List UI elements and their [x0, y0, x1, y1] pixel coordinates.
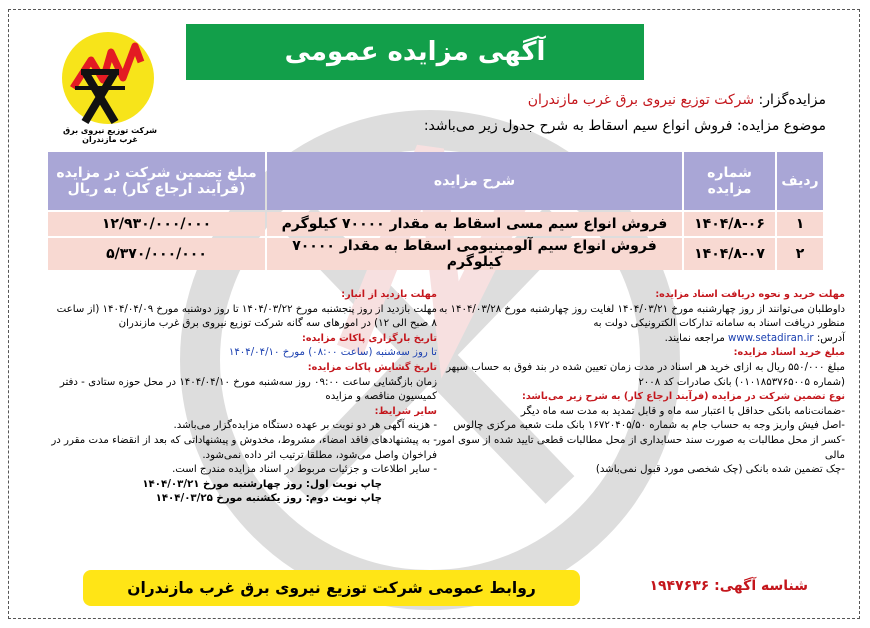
setadiran-link[interactable]: www.setadiran.ir [728, 332, 814, 344]
guarantee-heading: نوع تضمین شرکت در مزایده (فرآیند ارجاع کار) به شرح زیر می‌باشد: [522, 391, 845, 403]
table-row [48, 238, 823, 270]
deadline-heading: مهلت خرید و نحوه دریافت اسناد مزایده: [655, 289, 845, 300]
list-item: - هزینه آگهی هر دو نوبت بر عهده دستگاه مزایده‌گزار می‌باشد. [173, 420, 437, 432]
logo-caption: شرکت توزیع نیروی برق غرب مازندران [62, 126, 158, 144]
cell-guarantee: ۵/۳۷۰/۰۰۰/۰۰۰ [48, 238, 265, 270]
header-auction-number: شماره مزایده [684, 152, 775, 210]
list-item: -ضمانت‌نامه بانکی حداقل با اعتبار سه ماه و قابل تمدید به مدت سه ماه دیگر [520, 405, 845, 417]
cell-guarantee: ۱۲/۹۳۰/۰۰۰/۰۰۰ [48, 212, 265, 236]
cell-row: ۱ [777, 212, 823, 236]
visit-heading: مهلت بازدید از انبار: [341, 289, 437, 300]
ad-id [649, 578, 808, 594]
list-item: - سایر اطلاعات و جزئیات مربوط در اسناد مزایده مندرج است. [172, 464, 437, 476]
subject-line [424, 118, 826, 134]
open-heading: تاریخ گشایش پاکات مزایده: [307, 361, 437, 373]
header-row-number: ردیف [777, 152, 823, 210]
address-suffix: مراجعه نمایند. [664, 332, 725, 344]
print-second: چاپ نوبت دوم: روز یکشنبه مورخ ۱۴۰۴/۰۳/۲۵ [155, 493, 382, 505]
list-item: -چک تضمین شده بانکی (چک شخصی مورد قبول نمی‌باشد) [595, 464, 845, 476]
list-item: -کسر از محل مطالبات به صورت سند حسابداری از محل مطالبات قطعی تایید شده از سوی امور مالی [436, 434, 845, 461]
header-description: شرح مزایده [267, 152, 682, 210]
visit-text: مهلت بازدید از روز پنجشنبه مورخ ۱۴۰۴/۰۳/۲۲ تا روز دوشنبه مورخ ۱۴۰۴/۰۴/۰۹ (از ساعت ۸ صبح الی ۱۲) در امورهای سه گانه شرکت توزیع نیروی برق غرب مازندران [56, 303, 437, 330]
print-first: چاپ نوبت اول: روز چهارشنبه مورخ ۱۴۰۴/۰۳/۲۱ [142, 478, 382, 490]
cell-description: فروش انواع سیم مسی اسقاط به مقدار ۷۰۰۰۰ کیلوگرم [267, 212, 682, 236]
ad-id-label: شناسه آگهی: [714, 578, 808, 594]
subject-value: فروش انواع سیم اسقاط به شرح جدول زیر می‌باشد: [423, 118, 733, 134]
left-column [49, 288, 437, 507]
list-item: - به پیشنهادهای فاقد امضاء، مشروط، مخدوش و پیشنهاداتی که بعد از انقضاء مدت مقرر در فراخوان واصل می‌شود، مطلقا ترتیب اثر داده نمی‌شود. [51, 434, 437, 461]
price-heading: مبلغ خرید اسناد مزایده: [733, 347, 845, 359]
cell-row: ۲ [777, 238, 823, 270]
other-heading: سایر شرایط: [374, 405, 437, 417]
organizer-line [528, 92, 826, 108]
organizer-label: مزایده‌گزار: [758, 92, 826, 108]
list-item: -اصل فیش واریز وجه به حساب جام به شماره ۱۶۷۲۰۴۰۵/۵۰ بانک ملت شعبه مرکزی چالوس [453, 420, 845, 432]
open-text: زمان بازگشایی ساعت ۰۹:۰۰ روز سه‌شنبه مورخ ۱۴۰۴/۰۴/۱۰ در محل حوزه ستادی - دفتر کمیسیون مناقصه و مزایده [59, 376, 437, 403]
auction-table [46, 150, 825, 272]
submit-text: تا روز سه‌شنبه (ساعت ۰۸:۰۰) مورخ ۱۴۰۴/۰۴/۱۰ [228, 347, 437, 359]
submit-heading: تاریخ بارگزاری پاکات مزایده: [301, 332, 437, 344]
organizer-value: شرکت توزیع نیروی برق غرب مازندران [527, 92, 755, 108]
address-label: آدرس: [816, 332, 845, 344]
cell-number: ۱۴۰۴/۸-۰۷ [684, 238, 775, 270]
deadline-text: داوطلبان می‌توانند از روز چهارشنبه مورخ ۱۴۰۴/۰۳/۲۱ لغایت روز چهارشنبه مورخ ۱۴۰۴/۰۳/۲۸ به منظور دریافت اسناد به سامانه تدارکات الکترونیکی دولت به [438, 303, 845, 330]
cell-number: ۱۴۰۴/۸-۰۶ [684, 212, 775, 236]
subject-label: موضوع مزایده: [736, 118, 826, 134]
announcement-title: آگهی مزایده عمومی [186, 24, 644, 80]
table-row [48, 212, 823, 236]
header-guarantee [48, 152, 265, 210]
header-guarantee-line1: مبلغ تضمین شرکت در مزایده [56, 165, 257, 181]
right-column [430, 288, 845, 478]
price-text: مبلغ ۵۵۰/۰۰۰ ریال به ازای خرید هر اسناد در مدت زمان تعیین شده در بند فوق به حساب سپهر (شماره ۰۱۰۱۸۵۳۷۶۵۰۰۵) بانک صادرات کد ۲۰۰۸ [446, 361, 845, 388]
cell-description: فروش انواع سیم آلومینیومی اسقاط به مقدار ۷۰۰۰۰ کیلوگرم [267, 238, 682, 270]
ad-id-value: ۱۹۴۷۶۳۶ [649, 578, 710, 594]
address-line [430, 332, 845, 347]
header-guarantee-line2: (فرآیند ارجاع کار) به ریال [67, 181, 246, 197]
public-relations-banner: روابط عمومی شرکت توزیع نیروی برق غرب مازندران [83, 570, 580, 606]
